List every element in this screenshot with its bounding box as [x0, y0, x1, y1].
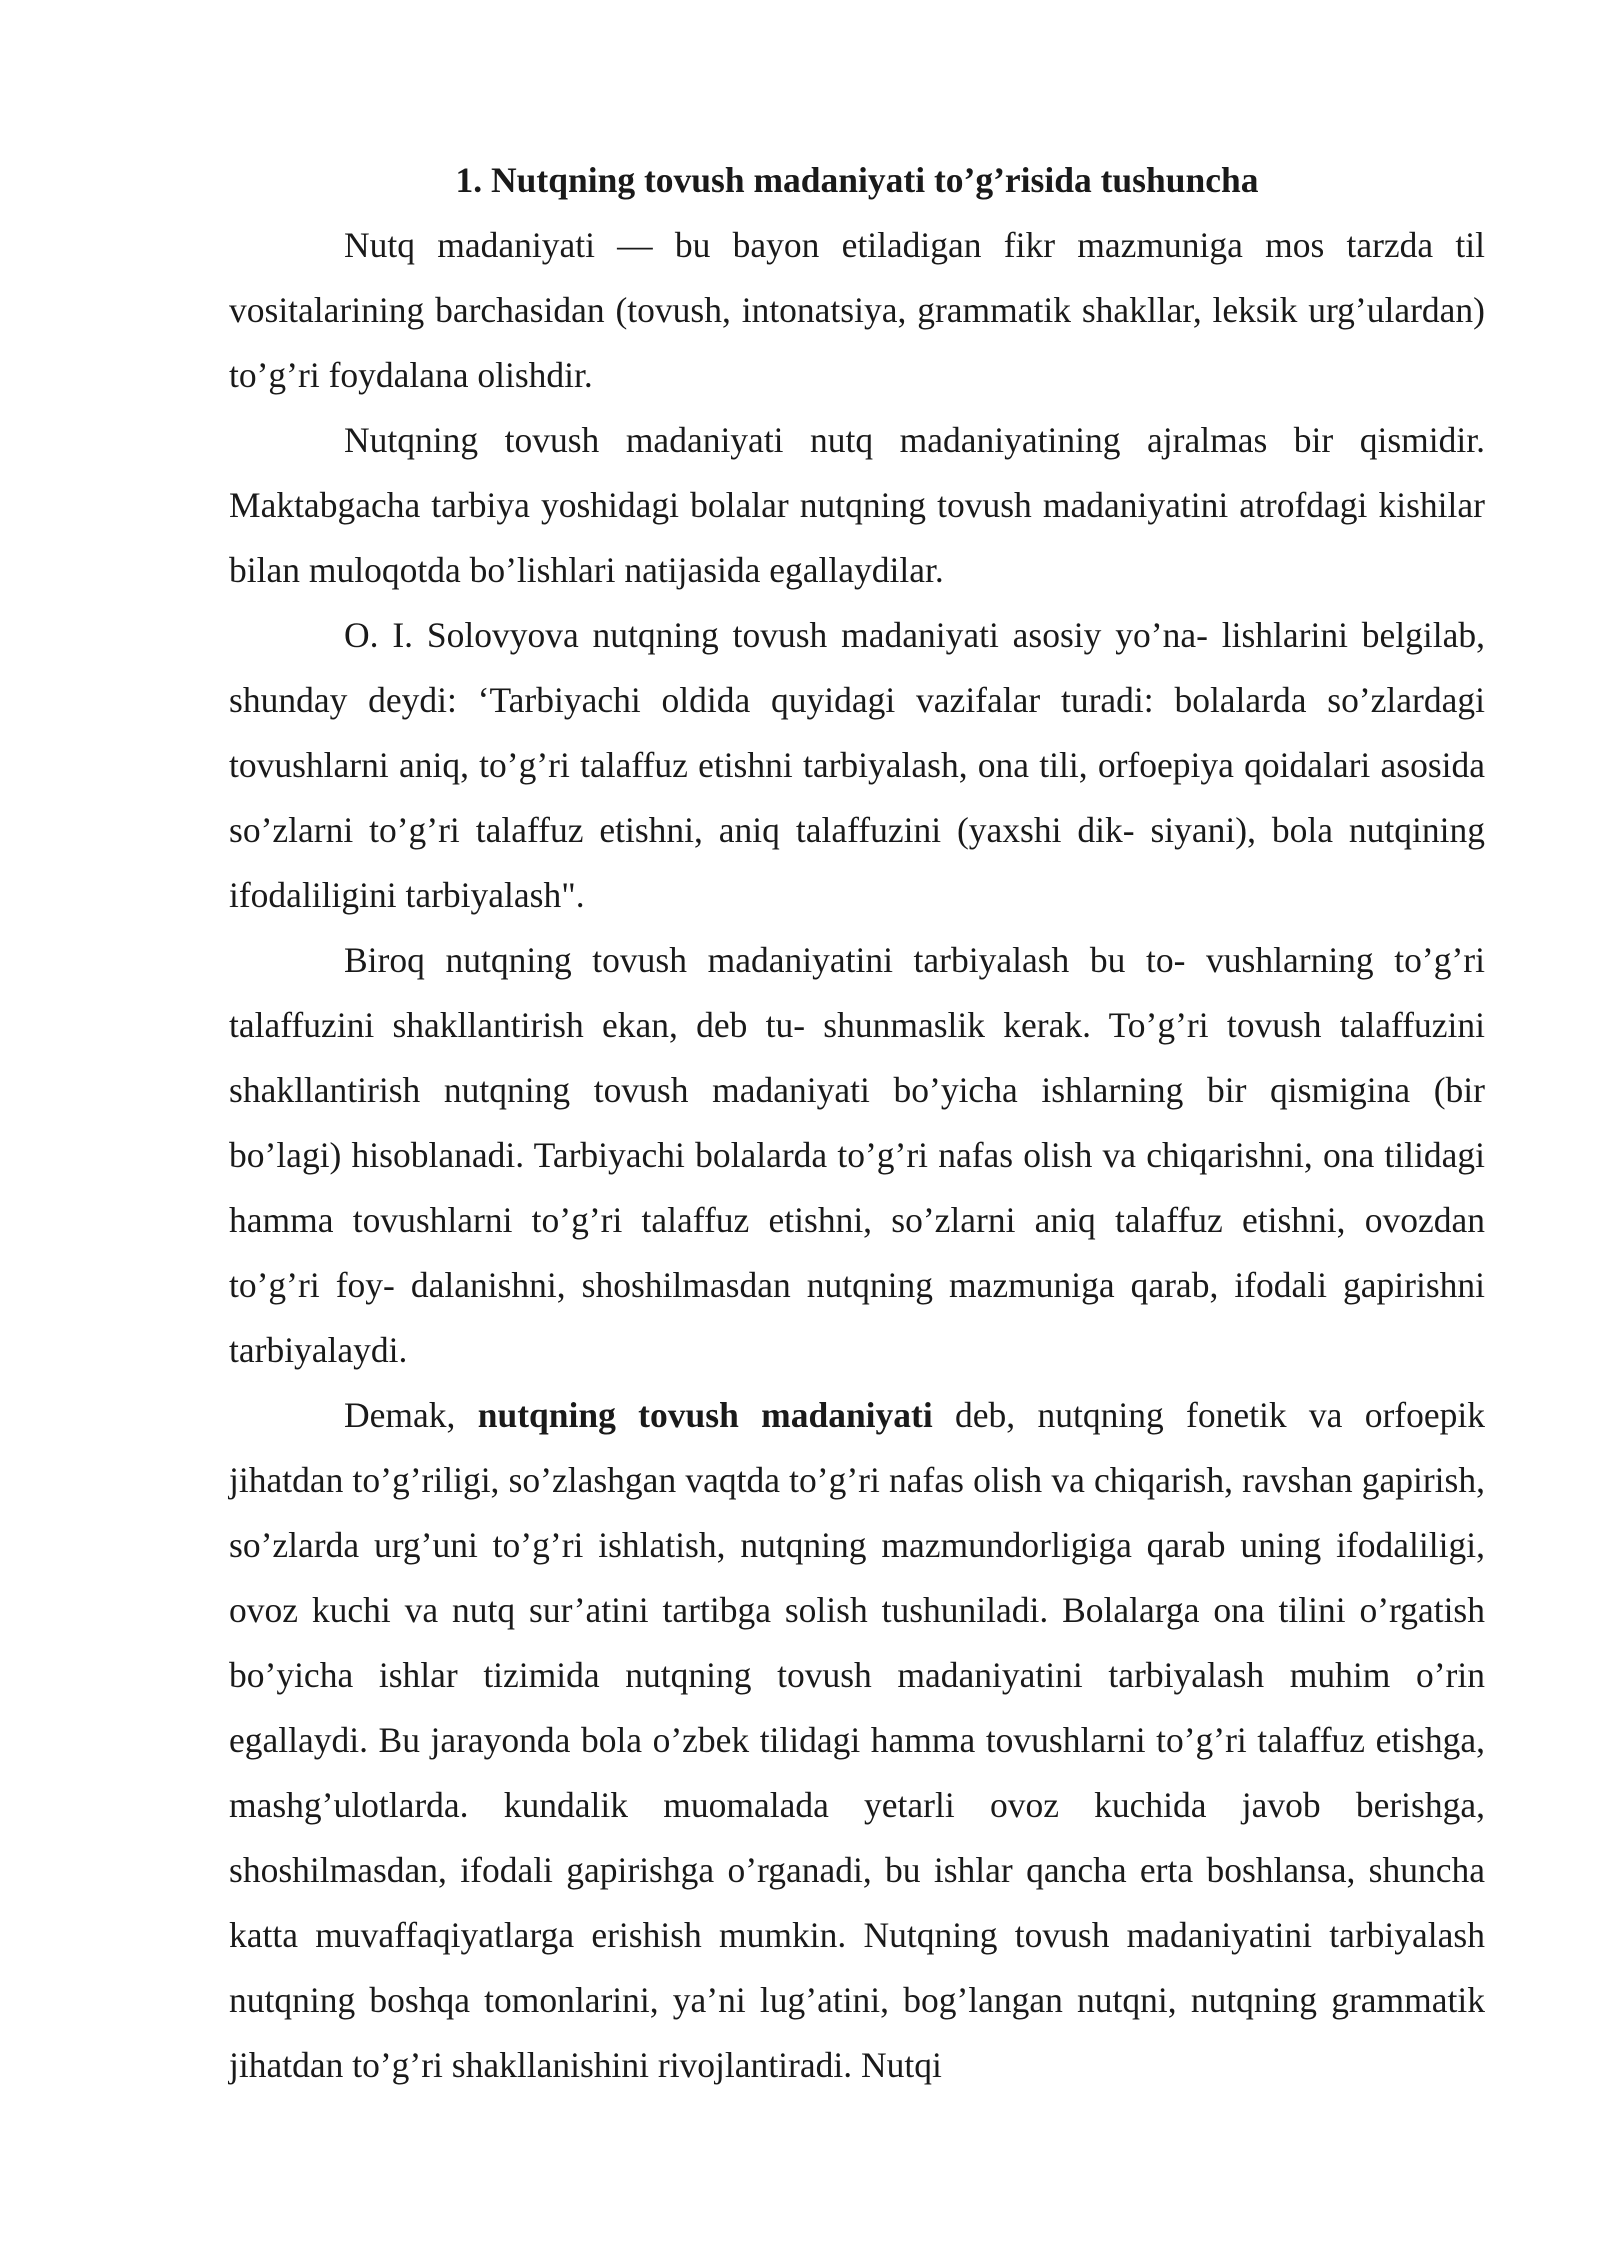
document-body	[229, 148, 1485, 2098]
paragraph-conclusion-rest: deb, nutqning fonetik va orfoepik jihatdan to’g’riligi, so’zlashgan vaqtda to’g’ri nafas olish va chiqarish, ravshan gapirish, so’zlarda urg’uni to’g’ri ishlatish, nutqning mazmundorligiga qarab uning ifodaliligi, ovoz kuchi va nutq sur’atini tartibga solish tushuniladi. Bolalarga ona tilini o’rgatish bo’yicha ishlar tizimida nutqning tovush madaniyatini tarbiyalash muhim o’rin egallaydi. Bu jarayonda bola o’zbek tilidagi hamma tovushlarni to’g’ri talaffuz etishga, mashg’ulotlarda. kundalik muomalada yetarli ovoz kuchida javob berishga, shoshilmasdan, ifodali gapirishga o’rganadi, bu ishlar qancha erta boshlansa, shuncha katta muvaffaqiyatlarga erishish mumkin. Nutqning tovush madaniyatini tarbiyalash nutqning boshqa tomonlarini, ya’ni lug’atini, bog’langan nutqni, nutqning grammatik jihatdan to’g’ri shakllanishini rivojlantiradi. Nutqi	[229, 1395, 1485, 2085]
paragraph-definition: Nutq madaniyati — bu bayon etiladigan fikr mazmuniga mos tarzda til vositalarining barchasidan (tovush, intonatsiya, grammatik shakllar, leksik urg’ulardan) to’g’ri foydalana olishdir.	[229, 225, 1485, 395]
paragraph-solovyova-quote: O. I. Solovyova nutqning tovush madaniyati asosiy yo’na- lishlarini belgilab, shunday deydi: ‘Tarbiyachi oldida quyidagi vazifalar turadi: bolalarda so’zlardagi tovushlarni aniq, to’g’ri talaffuz etishni tarbiyalash, ona tili, orfoepiya qoidalari asosida so’zlarni to’g’ri talaffuz etishni, aniq talaffuzini (yaxshi dik- siyani), bola nutqining ifodaliligini tarbiyalash".	[229, 615, 1485, 915]
section-heading: 1. Nutqning tovush madaniyati to’g’risida tushuncha	[455, 160, 1259, 200]
paragraph-conclusion	[229, 1383, 1485, 2098]
paragraph-conclusion-start: Demak,	[344, 1395, 478, 1435]
paragraph-pronunciation: Biroq nutqning tovush madaniyatini tarbiyalash bu to- vushlarning to’g’ri talaffuzini shakllantirish ekan, deb tu- shunmaslik kerak. To’g’ri tovush talaffuzini shakllantirish nutqning tovush madaniyati bo’yicha ishlarning bir qismigina (bir bo’lagi) hisoblanadi. Tarbiyachi bolalarda to’g’ri nafas olish va chiqarishni, ona tilidagi hamma tovushlarni to’g’ri talaffuz etishni, so’zlarni aniq talaffuz etishni, ovozdan to’g’ri foy- dalanishni, shoshilmasdan nutqning mazmuniga qarab, ifodali gapirishni tarbiyalaydi.	[229, 940, 1485, 1370]
bold-term: nutqning tovush madaniyati	[477, 1395, 933, 1435]
paragraph-sound-culture: Nutqning tovush madaniyati nutq madaniyatining ajralmas bir qismidir. Maktabgacha tarbiya yoshidagi bolalar nutqning tovush madaniyatini atrofdagi kishilar bilan muloqotda bo’lishlari natijasida egallaydilar.	[229, 420, 1485, 590]
